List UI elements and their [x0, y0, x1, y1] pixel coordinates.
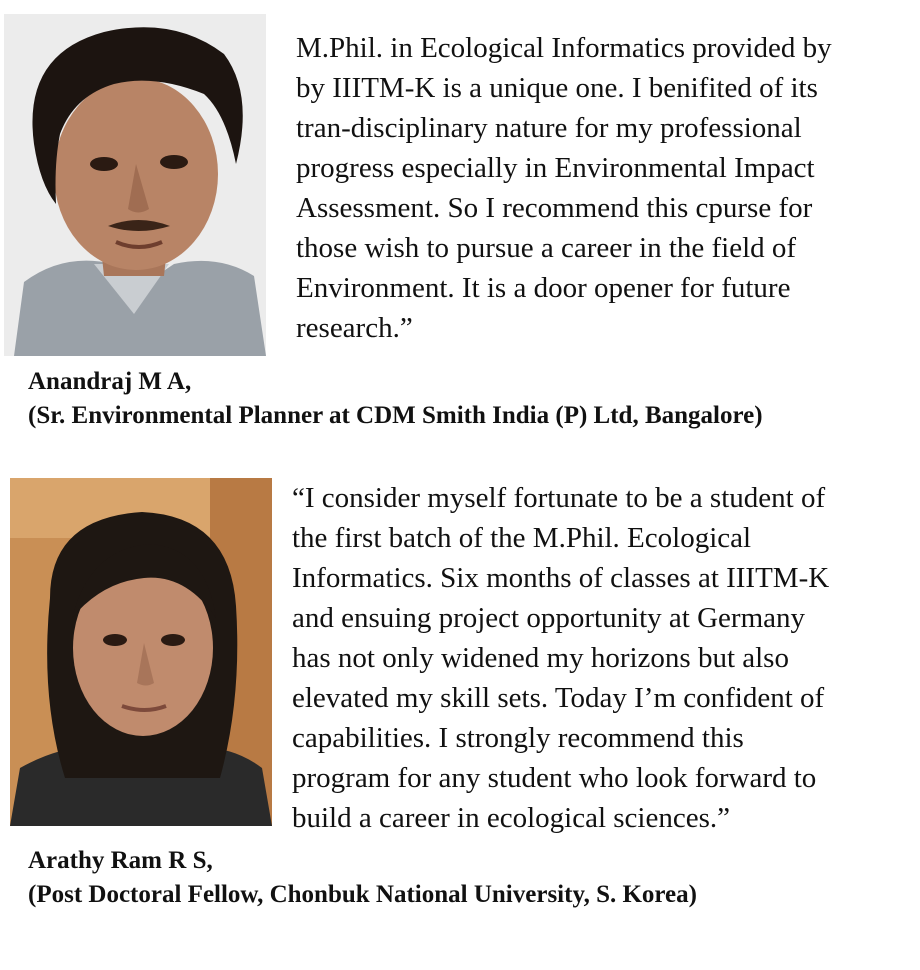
- testimonial-2-photo: [10, 478, 272, 826]
- quote-line: tran-disciplinary nature for my professional: [296, 112, 802, 144]
- testimonial-2-role: (Post Doctoral Fellow, Chonbuk National University, S. Korea): [28, 881, 697, 908]
- quote-line: capabilities. I strongly recommend this: [292, 722, 744, 754]
- quote-line: build a career in ecological sciences.”: [292, 802, 730, 834]
- testimonial-1-quote: [296, 28, 832, 348]
- testimonial-2-name: Arathy Ram R S,: [28, 847, 213, 874]
- person-portrait-icon: [10, 478, 272, 826]
- testimonial-1-attribution: [28, 365, 763, 433]
- quote-line: “I consider myself fortunate to be a student of: [292, 482, 826, 514]
- quote-line: Informatics. Six months of classes at IIITM-K: [292, 562, 830, 594]
- quote-line: M.Phil. in Ecological Informatics provided by: [296, 32, 832, 64]
- testimonial-1-role: (Sr. Environmental Planner at CDM Smith India (P) Ltd, Bangalore): [28, 402, 763, 429]
- quote-line: progress especially in Environmental Impact: [296, 152, 815, 184]
- quote-line: and ensuing project opportunity at Germany: [292, 602, 806, 634]
- quote-line: program for any student who look forward to: [292, 762, 817, 794]
- testimonial-1-name: Anandraj M A,: [28, 368, 192, 395]
- quote-line: has not only widened my horizons but also: [292, 642, 789, 674]
- quote-line: by IIITM-K is a unique one. I benifited of its: [296, 72, 818, 104]
- testimonial-1-photo: [4, 14, 266, 356]
- quote-line: Assessment. So I recommend this cpurse for: [296, 192, 813, 224]
- quote-line: elevated my skill sets. Today I’m confident of: [292, 682, 825, 714]
- testimonial-2-attribution: [28, 844, 697, 912]
- testimonial-2-quote: [292, 478, 829, 838]
- person-portrait-icon: [4, 14, 266, 356]
- quote-line: research.”: [296, 312, 413, 344]
- quote-line: Environment. It is a door opener for future: [296, 272, 791, 304]
- quote-line: the first batch of the M.Phil. Ecological: [292, 522, 752, 554]
- quote-line: those wish to pursue a career in the field of: [296, 232, 797, 264]
